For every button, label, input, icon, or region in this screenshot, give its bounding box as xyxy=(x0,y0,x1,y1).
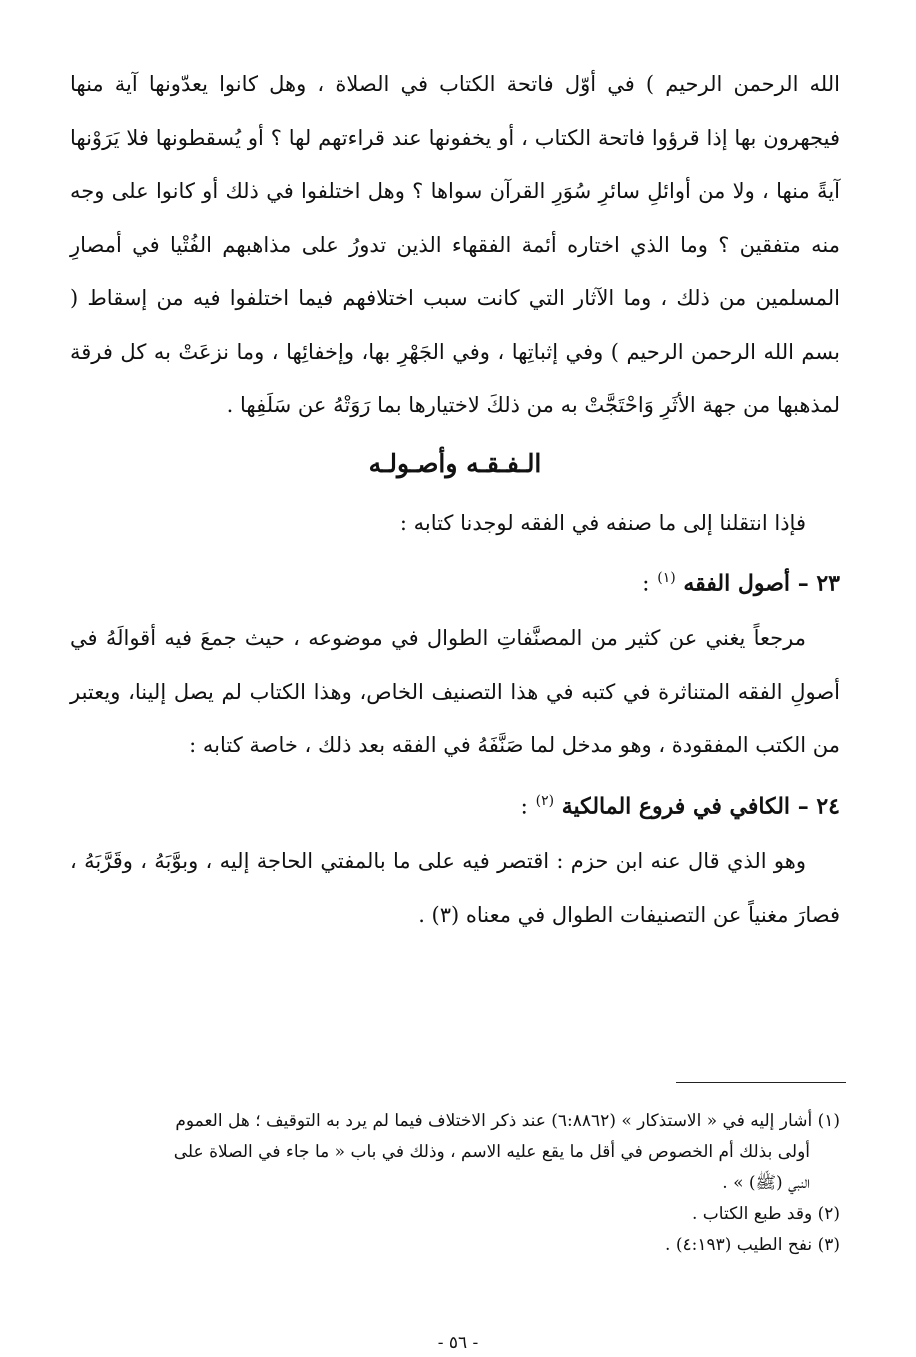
intro-paragraph: فإذا انتقلنا إلى ما صنفه في الفقه لوجدنا كتابه : xyxy=(399,510,806,535)
footnotes xyxy=(70,1106,840,1261)
item-24-text: وهو الذي قال عنه ابن حزم : اقتصر فيه على ما بالمفتي الحاجة إليه ، وبوَّبَهُ ، وقَرَّبَهُ ، فصارَ مغنياً عن التصنيفات الطوال في معناه (٣) . xyxy=(70,849,840,927)
footnote-separator xyxy=(676,1082,846,1083)
item-title: الكافي في فروع المالكية xyxy=(561,793,791,820)
page-number: - ٥٦ - xyxy=(437,1333,479,1353)
item-24 xyxy=(70,773,840,942)
item-heading-23: ٢٣ – أصول الفقه $^{(١)}$ : xyxy=(642,570,840,597)
item-23-text: مرجعاً يغني عن كثير من المصنَّفاتِ الطوال في موضوعه ، حيث جمعَ فيه أقوالَهُ في أصولِ الفقه المتناثرة في كتبه في هذا التصنيف الخاص، وهذا الكتاب لم يصل إلينا، ويعتبر من الكتب المفقودة ، وهو مدخل لما صَنَّفَهُ في الفقه بعد ذلك ، خاصة كتابه : xyxy=(70,626,840,758)
item-number: ٢٤ xyxy=(816,793,840,820)
footnote-1-line-1: أشار إليه في « الاستذكار » (٦:٨٨٦٢) عند ذكر الاختلاف فيما لم يرد به التوقيف ؛ هل العموم xyxy=(175,1111,813,1131)
section-title: الـفـقـه وأصـولـه xyxy=(368,448,542,478)
footnote-1-line-2: أولى بذلك أم الخصوص في أقل ما يقع عليه الاسم ، وذلك في باب « ما جاء في الصلاة على xyxy=(173,1142,810,1162)
footnote-3-text: نفح الطيب (٤:١٩٣) . xyxy=(665,1235,813,1255)
footnote-ref-2: (٢) xyxy=(535,792,555,809)
item-colon: : xyxy=(520,794,528,820)
footnote-3 xyxy=(70,1230,840,1261)
footnote-2 xyxy=(70,1199,840,1230)
footnote-marker: (٣) xyxy=(817,1235,840,1255)
footnote-marker: (٢) xyxy=(817,1204,840,1224)
footnote-2-text: وقد طبع الكتاب . xyxy=(691,1204,813,1224)
intro-block xyxy=(70,497,840,551)
footnote-1-line-3: النبي (ﷺ) » . xyxy=(722,1173,810,1193)
item-number: ٢٣ xyxy=(816,570,840,597)
footnote-ref-1: (١) xyxy=(657,570,676,586)
item-colon: : xyxy=(642,571,650,597)
opening-text xyxy=(70,58,840,433)
footnote-1 xyxy=(70,1106,840,1137)
item-title: أصول الفقه xyxy=(683,570,791,597)
paragraph-1: الله الرحمن الرحيم ) في أوّل فاتحة الكتاب في الصلاة ، وهل كانوا يعدّونها آية منها فيجهرون بها إذا قرؤوا فاتحة الكتاب ، أو يخفونها عند قراءتهم لها ؟ أو يُسقطونها فلا يَرَوْنها آيةً منها ، ولا من أوائلِ سائرِ سُوَرِ القرآن سواها ؟ وهل اختلفوا في ذلك أو كانوا على وجه منه متفقين ؟ وما الذي اختاره أئمة الفقهاء الذين تدورُ على مذاهبهم الفُتْيا في أمصارِ المسلمين من ذلك ، وما الآثار التي كانت سبب اختلافهم فيما اختلفوا فيه من إسقاط ( بسم الله الرحمن الرحيم ) وفي إثباتِها ، وفي الجَهْرِ بها، وإخفائِها ، وما نزعَتْ به كل فرقة لمذهبها من جهة الأثَرِ وَاحْتَجَّتْ به من ذلكَ لاختيارها بما رَوَتْهُ عن سَلَفِها . xyxy=(70,72,840,417)
item-23 xyxy=(70,550,840,773)
footnote-marker: (١) xyxy=(817,1111,840,1131)
page-content xyxy=(70,58,840,942)
item-heading-24: ٢٤ – الكافي في فروع المالكية $^{(٢)}$ : xyxy=(520,792,840,820)
